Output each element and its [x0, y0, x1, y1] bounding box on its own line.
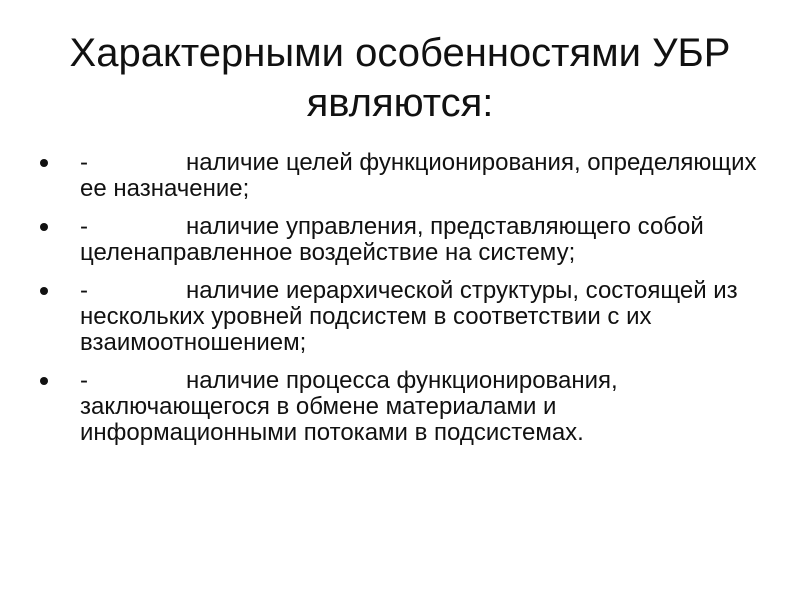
- bullet-dash: -: [80, 149, 88, 176]
- bullet-item-3: [40, 278, 760, 356]
- bullet-item-2: [40, 214, 760, 266]
- bullet-item-4: [40, 368, 760, 446]
- bullet-dash: -: [80, 367, 88, 394]
- bullet-list: [40, 150, 760, 458]
- bullet-dash: -: [80, 213, 88, 240]
- bullet-dash: -: [80, 277, 88, 304]
- bullet-text: наличие управления, представляющего собой целенаправленное воздействие на систему;: [80, 213, 704, 266]
- bullet-dot-icon: [40, 377, 48, 385]
- bullet-dot-icon: [40, 159, 48, 167]
- bullet-text: наличие целей функционирования, определяющих ее назначение;: [80, 149, 757, 202]
- bullet-dot-icon: [40, 287, 48, 295]
- bullet-text: наличие процесса функционирования, заключающегося в обмене материалами и информационными потоками в подсистемах.: [80, 367, 618, 446]
- slide-title: Характерными особенностями УБР являются:: [69, 31, 731, 125]
- bullet-item-1: [40, 150, 760, 202]
- bullet-dot-icon: [40, 223, 48, 231]
- bullet-text: наличие иерархической структуры, состоящей из нескольких уровней подсистем в соответствии с их взаимоотношением;: [80, 277, 738, 356]
